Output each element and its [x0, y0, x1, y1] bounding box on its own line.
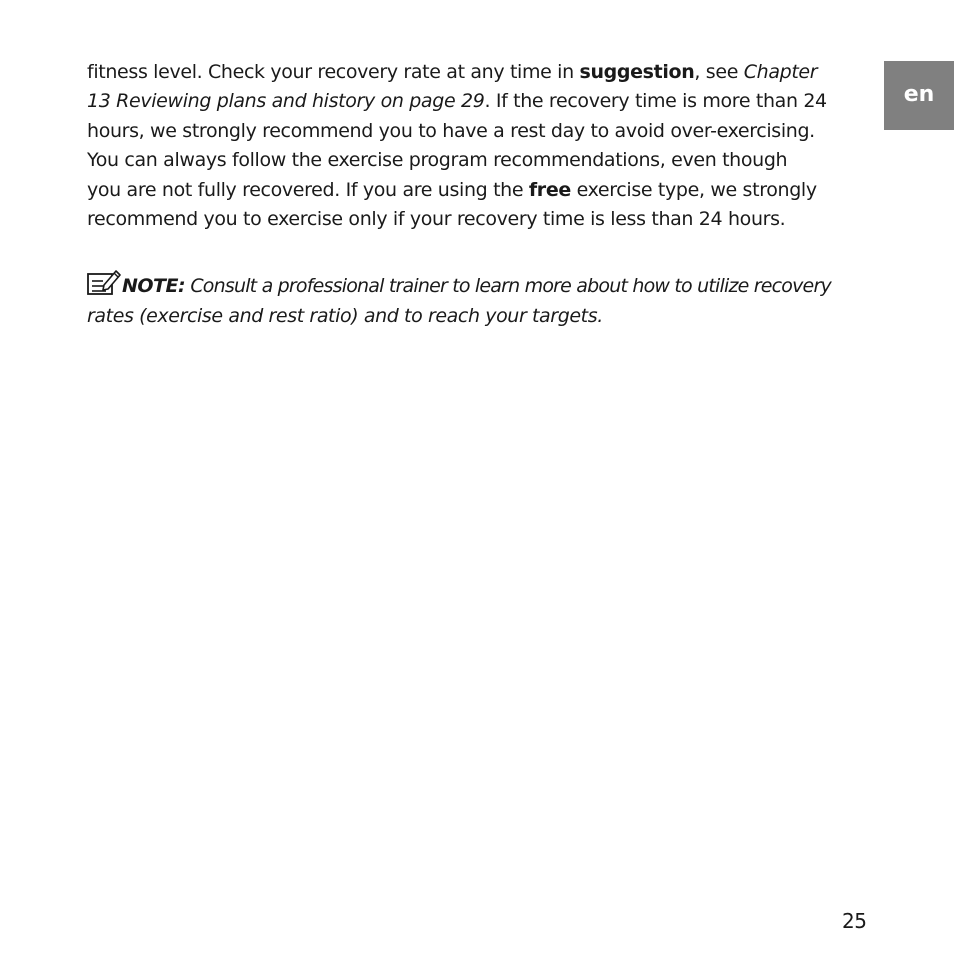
- suggestion-term: suggestion: [579, 61, 695, 83]
- recovery-paragraph: [87, 58, 869, 234]
- paragraph-line-3: hours, we strongly recommend you to have a rest day to avoid over-exercising.: [87, 119, 815, 142]
- paragraph-line-4: You can always follow the exercise program recommendations, even though: [87, 149, 788, 172]
- free-term: free: [528, 178, 571, 201]
- chapter-reference: 13 Reviewing plans and history on page 29: [87, 90, 485, 113]
- note-pencil-icon: [87, 268, 121, 296]
- language-tab: en: [884, 61, 954, 130]
- note-label: NOTE:: [122, 275, 186, 297]
- note-line-2: rates (exercise and rest ratio) and to reach your targets.: [87, 305, 603, 327]
- page-number: 25: [842, 909, 867, 933]
- paragraph-line-5: you are not fully recovered. If you are using the free exercise type, we strongly: [87, 178, 817, 201]
- paragraph-line-1: fitness level. Check your recovery rate at any time in suggestion, see Chapter: [87, 61, 818, 83]
- note-block: [87, 268, 869, 331]
- chapter-reference-start: Chapter: [743, 61, 818, 83]
- paragraph-line-2: 13 Reviewing plans and history on page 29. If the recovery time is more than 24: [87, 90, 827, 113]
- note-line-1: NOTE: Consult a professional trainer to learn more about how to utilize recovery: [87, 268, 869, 301]
- paragraph-line-6: recommend you to exercise only if your recovery time is less than 24 hours.: [87, 208, 786, 231]
